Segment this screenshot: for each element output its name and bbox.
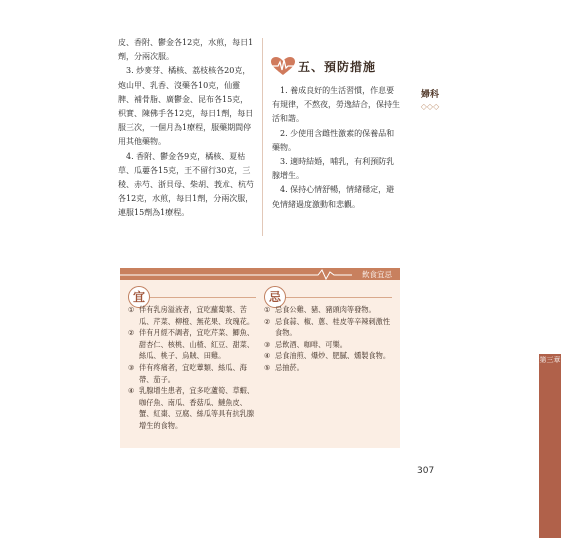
tab-ornament: ◇◇◇ <box>420 102 440 111</box>
avoid-list <box>264 304 392 374</box>
heart-ecg-icon <box>270 56 296 76</box>
prevention-item-3: 3. 適時結婚，哺乳，有利預防乳腺增生。 <box>272 157 395 181</box>
list-item: ③ 伴有疼痛者，宜吃蕈類、絲瓜、海帶、茄子。 <box>128 362 247 384</box>
prevention-item-4: 4. 保持心情舒暢，情緒穩定，避免情緒過度激動和悲觀。 <box>272 185 395 209</box>
prevention-item-2: 2. 少使用含雌性激素的保養品和藥物。 <box>272 128 395 152</box>
recommended-heading: 宜 <box>128 286 150 308</box>
chapter-label: 第三章 <box>539 354 561 538</box>
list-item: ④ 忌食油煎、爆炒、肥膩、燻製食物。 <box>264 351 391 361</box>
left-paragraph-2: 3. 炒麥芽、橘核、荔枝核各20克，炮山甲、乳香、沒藥各10克，仙靈脾、補骨脂、廣鬱金、昆布各15克，枳實、陳佛手各12克，每日1劑，每日服三次，一個月為1療程，服藥期間停用其他藥物。 <box>118 66 254 147</box>
left-paragraph-1: 皮、香附、鬱金各12克，水煎，每日1劑，分兩次服。 <box>118 38 254 62</box>
prevention-item-1: 1. 養成良好的生活習慣，作息要有規律，不熬夜，勞逸結合，保持生活和諧。 <box>272 86 400 124</box>
list-item: ② 伴有月經不調者，宜吃芹菜、鯽魚、甜杏仁、核桃、山楂、紅豆、甜菜、絲瓜、桃子、烏賊、田雞。 <box>128 328 255 361</box>
chapter-side-tab <box>417 86 561 364</box>
list-item: ⑤ 忌抽菸。 <box>264 362 304 372</box>
diet-box-label: 飲食宜忌 <box>362 270 392 279</box>
list-item: ③ 忌飲酒、咖啡、可樂。 <box>264 339 347 349</box>
list-item: ① 忌食公雞、豬、豬頭肉等發物。 <box>264 305 376 314</box>
category-label: 婦科 <box>420 90 439 100</box>
right-column <box>272 84 400 212</box>
list-item: ② 忌食蒜、椒、蔥、桂皮等辛辣刺激性食物。 <box>264 316 391 338</box>
list-item: ① 伴有乳房溢液者，宜吃蘿蔔葉、苦瓜、芹菜、柳橙、無花果、玫瑰花。 <box>128 305 255 326</box>
avoid-divider <box>286 297 392 298</box>
recommended-list <box>128 304 258 432</box>
list-item: ④ 乳腺增生患者，宜多吃蘆筍、草蝦、咖仔魚、南瓜、香菇瓜、鰱魚皮、蟹、紅棗、豆腐、絲瓜等具有抗乳腺增生的食物。 <box>128 386 255 430</box>
section-heading <box>270 56 398 78</box>
page-number: 307 <box>417 466 435 476</box>
left-column <box>118 36 254 221</box>
column-divider <box>262 38 263 236</box>
avoid-heading: 忌 <box>264 286 286 308</box>
recommended-divider <box>150 297 256 298</box>
ecg-line-icon <box>120 268 352 280</box>
section-title: 五、預防措施 <box>298 60 377 74</box>
diet-box-header <box>120 268 400 280</box>
left-paragraph-3: 4. 香附、鬱金各9克，橘核、夏枯草、瓜蔞各15克，王不留行30克，三稜、赤芍、浙貝母、柴胡、莪朮、杭芍各12克，水煎，每日1劑，分兩次服，連服15劑為1療程。 <box>118 151 254 218</box>
